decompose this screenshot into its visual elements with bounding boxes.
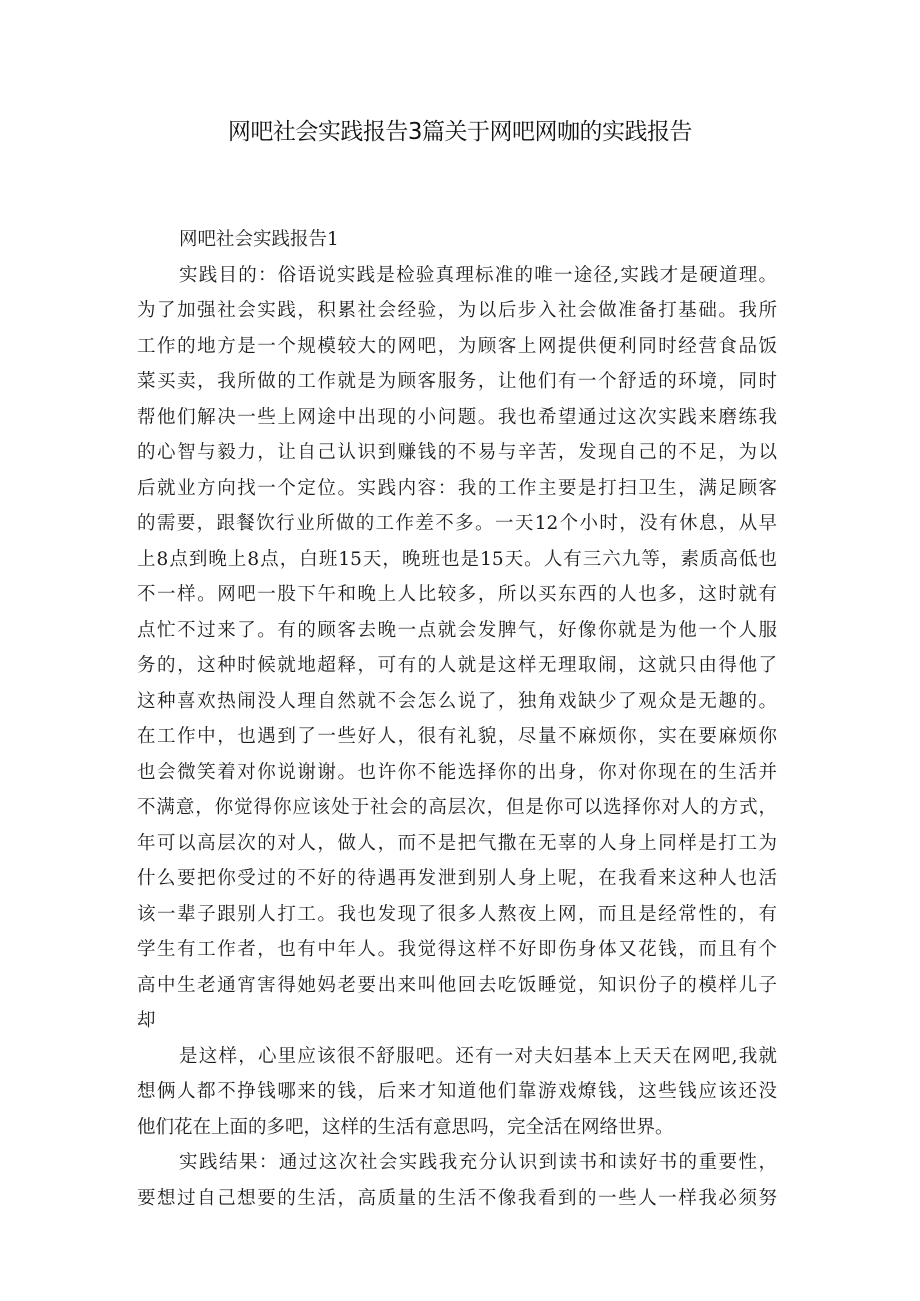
paragraph-line: 他们花在上面的多吧，这样的生活有意思吗，完全活在网络世界。 — [137, 1116, 674, 1138]
paragraph-line: 实践结果：通过这次社会实践我充分认识到读书和读好书的重要性， — [179, 1152, 777, 1173]
paragraph-line: 却 — [137, 1010, 156, 1031]
document-title: 网吧社会实践报告3篇关于网吧网咖的实践报告 — [227, 119, 693, 145]
paragraph-line: 这种喜欢热闹没人理自然就不会怎么说了，独角戏缺少了观众是无趣的。 — [137, 690, 777, 712]
paragraph-line: 学生有工作者，也有中年人。我觉得这样不好即伤身体又花钱，而且有个 — [137, 939, 777, 960]
paragraph-line: 的心智与毅力，让自己认识到赚钱的不易与辛苦，发现自己的不足，为以 — [137, 442, 777, 463]
paragraph-line: 要想过自己想要的生活，高质量的生活不像我看到的一些人一样我必须努 — [137, 1187, 777, 1209]
paragraph-line: 也会微笑着对你说谢谢。也许你不能选择你的出身，你对你现在的生活并 — [137, 761, 777, 783]
paragraph-line: 后就业方向找一个定位。实践内容：我的工作主要是打扫卫生，满足顾客 — [137, 477, 777, 499]
paragraph-line: 高中生老通宵害得她妈老要出来叫他回去吃饭睡觉，知识份子的模样儿子 — [137, 974, 777, 996]
paragraph-line: 工作的地方是一个规模较大的网吧，为顾客上网提供便利同时经营食品饭 — [137, 335, 777, 357]
paragraph-line: 的需要，跟餐饮行业所做的工作差不多。一天12个小时，没有休息，从早 — [137, 513, 777, 534]
paragraph-line: 点忙不过来了。有的顾客去晚一点就会发脾气，好像你就是为他一个人服 — [137, 619, 777, 641]
paragraph-line: 什么要把你受过的不好的待遇再发泄到别人身上呢，在我看来这种人也活 — [137, 868, 777, 889]
document-body — [137, 222, 777, 1216]
paragraph-line: 在工作中，也遇到了一些好人，很有礼貌，尽量不麻烦你，实在要麻烦你 — [137, 726, 777, 747]
paragraph-line: 为了加强社会实践，积累社会经验，为以后步入社会做准备打基础。我所 — [137, 300, 777, 321]
section-heading: 网吧社会实践报告1 — [179, 229, 339, 250]
paragraph-line: 不满意，你觉得你应该处于社会的高层次，但是你可以选择你对人的方式， — [137, 797, 777, 818]
paragraph-line: 该一辈子跟别人打工。我也发现了很多人熬夜上网，而且是经常性的，有 — [137, 903, 777, 925]
paragraph-line: 帮他们解决一些上网途中出现的小问题。我也希望通过这次实践来磨练我 — [137, 406, 777, 428]
paragraph-line: 实践目的：俗语说实践是检验真理标准的唯一途径,实践才是硬道理。 — [179, 264, 777, 286]
paragraph-line: 上8点到晚上8点，白班15天，晚班也是15天。人有三六九等，素质高低也 — [137, 548, 777, 570]
paragraph-line: 不一样。网吧一股下午和晚上人比较多，所以买东西的人也多，这时就有 — [137, 584, 777, 605]
paragraph-line: 务的，这种时候就地超释，可有的人就是这样无理取闹，这就只由得他了 — [137, 655, 777, 676]
paragraph-line: 菜买卖，我所做的工作就是为顾客服务，让他们有一个舒适的环境，同时 — [137, 371, 777, 392]
paragraph-line: 年可以高层次的对人，做人，而不是把气撒在无辜的人身上同样是打工为 — [137, 832, 777, 854]
paragraph-line: 想俩人都不挣钱哪来的钱，后来才知道他们靠游戏燎钱，这些钱应该还没 — [137, 1081, 777, 1102]
paragraph-line: 是这样，心里应该很不舒服吧。还有一对夫妇基本上天天在网吧,我就 — [179, 1045, 777, 1067]
